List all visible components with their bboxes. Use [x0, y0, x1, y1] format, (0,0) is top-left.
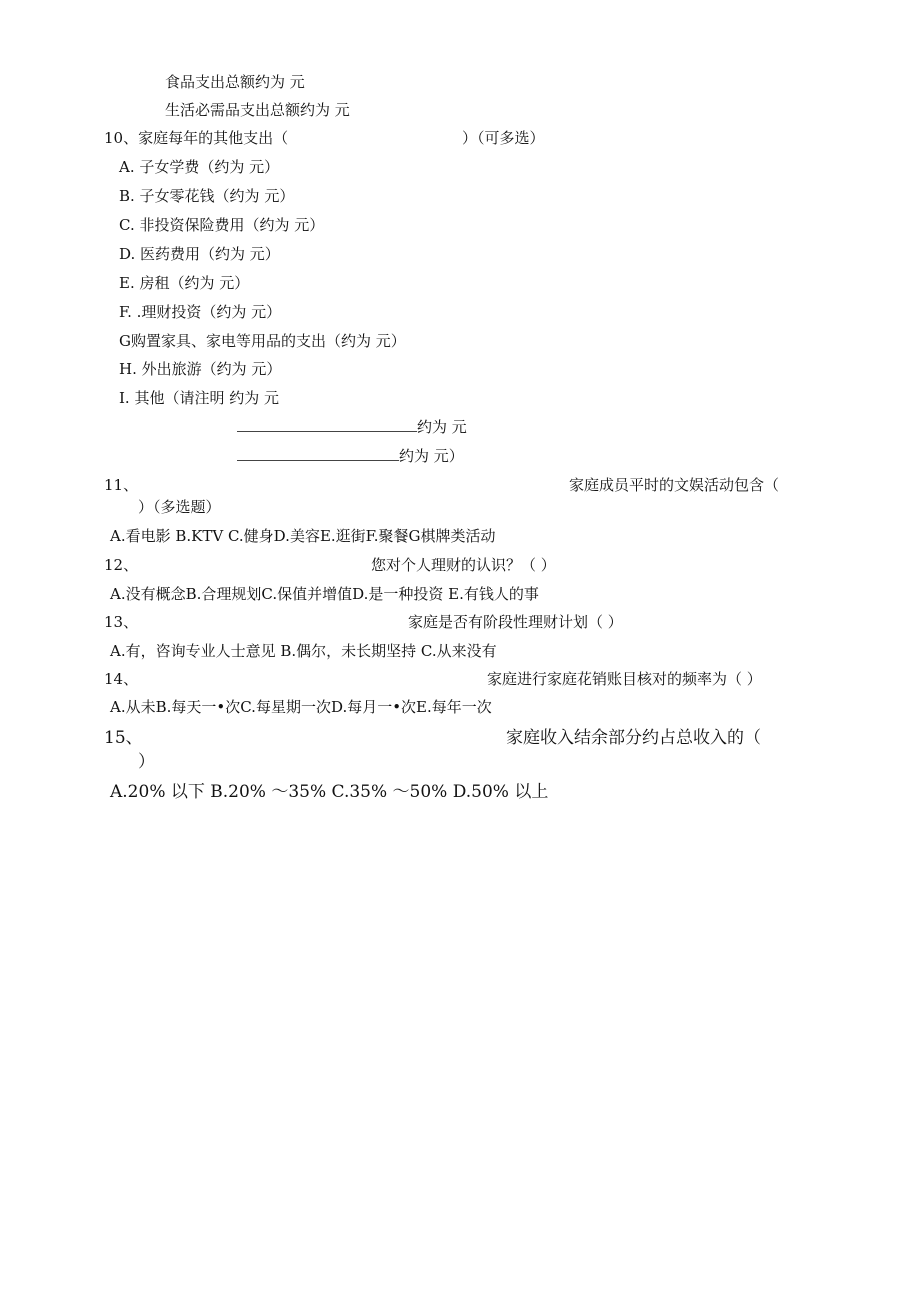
q11-number: 11、	[104, 476, 139, 494]
q10-option-f: F. .理财投资（约为 元）	[119, 303, 282, 321]
q14-options: A.从未B.每天一•次C.每星期一次D.每月一•次E.每年一次	[110, 698, 492, 716]
q10-other-line-2	[237, 446, 464, 466]
q15-number: 15、	[104, 728, 143, 748]
q10-stem-end: ）（可多选）	[462, 129, 545, 147]
q11-stem-cont: ）（多选题）	[138, 498, 221, 516]
fill-blank[interactable]	[237, 417, 417, 432]
q10-other-amount-2: 约为 元）	[399, 447, 464, 465]
q11-stem: 家庭成员平时的文娱活动包含（	[569, 476, 780, 494]
q13-number: 13、	[104, 613, 139, 631]
q14-stem: 家庭进行家庭花销账目核对的频率为（ ）	[487, 670, 762, 688]
q13-stem: 家庭是否有阶段性理财计划（ ）	[408, 613, 623, 631]
q10-option-i: I. 其他（请注明 约为 元	[119, 389, 279, 407]
q12-stem: 您对个人理财的认识？（ ）	[371, 556, 556, 574]
q12-number: 12、	[104, 556, 139, 574]
q10-option-a: A. 子女学费（约为 元）	[119, 158, 280, 176]
q10-option-d: D. 医药费用（约为 元）	[119, 245, 280, 263]
q10-other-amount-1: 约为 元	[417, 418, 467, 436]
q10-option-e: E. 房租（约为 元）	[119, 274, 250, 292]
q11-options: A.看电影 B.KTV C.健身D.美容E.逛街F.聚餐G棋牌类活动	[110, 527, 496, 545]
q10-option-g: G购置家具、家电等用品的支出（约为 元）	[119, 332, 406, 350]
food-expense-line: 食品支出总额约为 元	[165, 73, 305, 91]
fill-blank[interactable]	[237, 446, 399, 461]
q10-other-line-1	[237, 417, 467, 437]
q12-options: A.没有概念B.合理规划C.保值并增值D.是一种投资 E.有钱人的事	[110, 585, 539, 603]
q14-number: 14、	[104, 670, 139, 688]
q10-stem-start: 10、家庭每年的其他支出（	[104, 129, 289, 147]
q10-option-c: C. 非投资保险费用（约为 元）	[119, 216, 325, 234]
q15-stem: 家庭收入结余部分约占总收入的（	[506, 728, 761, 748]
q15-options: A.20% 以下 B.20% ～35% C.35% ～50% D.50% 以上	[110, 782, 549, 802]
q10-option-h: H. 外出旅游（约为 元）	[119, 360, 282, 378]
q13-options: A.有，咨询专业人士意见 B.偶尔，未长期坚持 C.从来没有	[110, 642, 497, 660]
q10-option-b: B. 子女零花钱（约为 元）	[119, 187, 295, 205]
necessities-expense-line: 生活必需品支出总额约为 元	[165, 101, 350, 119]
q15-stem-cont: ）	[138, 752, 155, 772]
